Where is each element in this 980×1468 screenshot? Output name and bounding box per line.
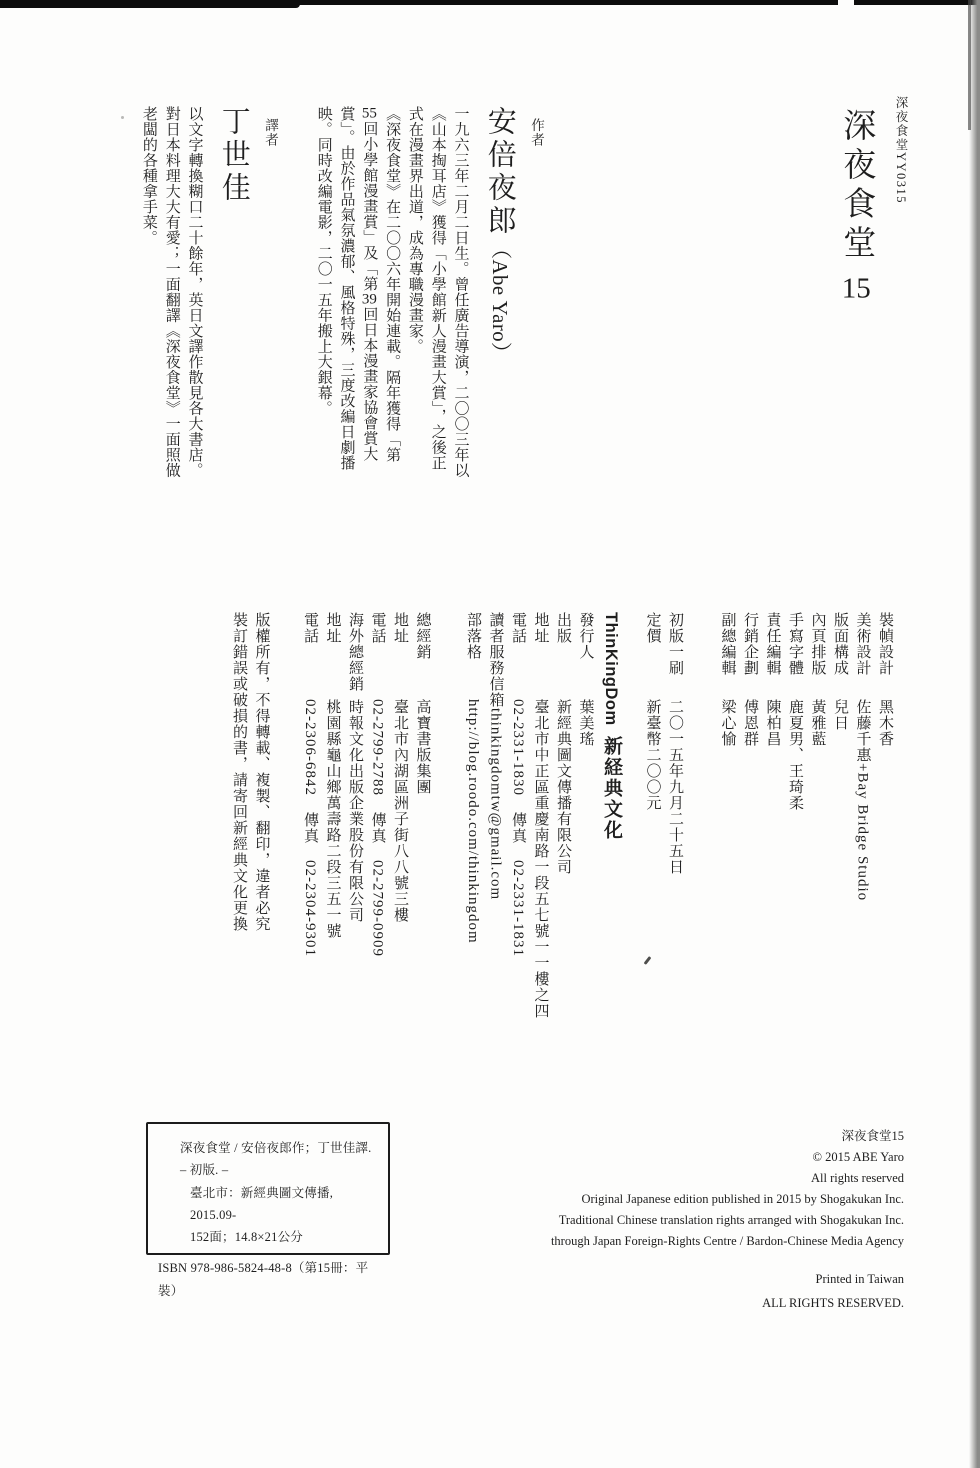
author-bio-line: 映。同時改編電影，二〇一五年搬上大銀幕。 — [315, 106, 332, 416]
credit-value: 鹿夏男、王琦柔 — [787, 699, 803, 811]
credit-value: 兒日 — [832, 699, 848, 731]
publisher-label: 地址 — [532, 612, 549, 644]
cip-line: 152面；14.8×21公分 — [190, 1230, 303, 1244]
credit-value: 梁心愉 — [719, 699, 736, 747]
credit-value: 黑木香 — [877, 699, 893, 747]
distribution-value: 02-2306-6842 傳真 02-2304-9301 — [302, 699, 318, 957]
credit-row — [829, 612, 852, 1048]
translator-name: 丁世佳 — [217, 106, 250, 205]
copyright-title: 深夜食堂15 — [841, 1129, 904, 1143]
staff-credits-group — [716, 612, 896, 1048]
credit-label: 內頁排版 — [809, 612, 826, 676]
distribution-label: 地址 — [392, 612, 408, 644]
credits-block — [228, 612, 897, 1048]
award-number: 55 — [361, 106, 377, 121]
publisher-label: 讀者服務信箱 — [487, 612, 504, 708]
cip-line: 深夜食堂 / 安倍夜郎作；丁世佳譯. – 初版. – — [180, 1141, 372, 1178]
copyright-block — [551, 1126, 904, 1316]
copyright-line: Traditional Chinese translation rights arranged with Shogakukan Inc. — [558, 1213, 904, 1227]
distribution-value: 臺北市內湖區洲子街八八號三樓 — [392, 699, 408, 923]
edition-label: 初版一刷 — [667, 612, 683, 676]
publisher-value: 葉美瑤 — [577, 699, 594, 747]
scan-edge-top-left — [0, 0, 300, 8]
author-bio-text: 回日本漫畫家協會賞大 — [361, 306, 378, 462]
publisher-value: 02-2331-1830 傳真 02-2331-1831 — [510, 699, 526, 957]
author-bio-line: 式在漫畫界出道，成為專職漫畫家。 — [406, 106, 423, 354]
distribution-label: 總經銷 — [414, 612, 431, 660]
author-name-cjk: 安倍夜郎 — [483, 106, 516, 238]
distribution-row — [321, 612, 344, 1048]
distribution-value: 時報文化出版企業股份有限公司 — [347, 699, 363, 923]
author-bio-line — [358, 106, 381, 506]
distribution-value: 高寶書版集團 — [414, 699, 431, 795]
publisher-row — [529, 612, 552, 1048]
translator-label: 譯者 — [263, 118, 278, 147]
credit-value: 陳柏昌 — [764, 699, 781, 747]
copyright-notice: 版權所有，不得轉載、複製、翻印，違者必究 — [253, 612, 270, 932]
isbn-line: ISBN 978-986-5824-48-8（第15冊：平裝） — [158, 1261, 369, 1298]
edition-row — [664, 612, 687, 1048]
publisher-row — [552, 612, 575, 1048]
translator-bio-line: 以文字轉換糊口二十餘年，英日文譯作散見各大書店。 — [186, 106, 203, 478]
edition-group — [641, 612, 686, 1048]
credit-row — [716, 612, 739, 1048]
credit-value: 佐藤千惠+Bay Bridge Studio — [854, 699, 871, 902]
price-row — [641, 612, 664, 1048]
translator-bio-line: 老闆的各種拿手菜。 — [140, 106, 157, 246]
credit-label: 副總編輯 — [719, 612, 736, 676]
credit-row — [739, 612, 762, 1048]
credit-label: 裝幀設計 — [877, 612, 893, 676]
copyright-line: All rights reserved — [810, 1171, 904, 1185]
publisher-label: 部落格 — [465, 612, 481, 660]
publisher-logo-cjk: 新経典文化 — [601, 735, 622, 841]
printed-block — [551, 1267, 904, 1316]
author-bio-line: 《山本掏耳店》獲得「小學館新人漫畫大賞」，之後正 — [429, 106, 446, 471]
author-name-latin: （Abe Yaro） — [487, 238, 512, 364]
author-bio-text: 回小學館漫畫賞」及「第 — [361, 121, 378, 292]
distribution-label: 海外總經銷 — [347, 612, 363, 692]
distribution-row — [344, 612, 367, 1048]
distribution-row — [299, 612, 322, 1048]
notice-group — [228, 612, 273, 1048]
author-bio-line: 一九六三年二月二日生。曾任廣告導演，二〇〇三年以 — [452, 106, 469, 478]
cip-line: 臺北市：新經典圖文傳播, 2015.09- — [190, 1185, 334, 1222]
distribution-label: 電話 — [369, 612, 386, 644]
distribution-value: 桃園縣龜山鄉萬壽路二段三五一號 — [324, 699, 341, 939]
credit-row — [874, 612, 897, 1048]
copyright-line: through Japan Foreign-Rights Centre / Bardon-Chinese Media Agency — [550, 1234, 904, 1248]
publisher-label: 出版 — [555, 612, 571, 644]
credit-value: 傅恩群 — [742, 699, 758, 747]
award-number: 39 — [361, 291, 377, 307]
copyright-line: © 2015 ABE Yaro — [812, 1150, 904, 1164]
book-code: 深夜食堂YY0315 — [894, 96, 908, 205]
credit-row — [784, 612, 807, 1048]
price-label: 定價 — [644, 612, 661, 644]
credit-label: 責任編輯 — [764, 612, 781, 676]
all-rights-reserved: ALL RIGHTS RESERVED. — [762, 1296, 904, 1311]
credit-label: 版面構成 — [832, 612, 848, 676]
publisher-row — [574, 612, 597, 1048]
book-title-text: 深夜食堂 — [838, 108, 875, 264]
title-block — [836, 96, 910, 516]
credit-row — [851, 612, 874, 1048]
author-bio-line: 《深夜食堂》在二〇〇六年開始連載。隔年獲得「第 — [384, 106, 401, 463]
binding-notice: 裝訂錯誤或破損的書，請寄回新經典文化更換 — [231, 612, 247, 932]
price-value: 新臺幣二〇〇元 — [644, 699, 661, 811]
credit-row — [761, 612, 784, 1048]
distribution-value: 02-2799-2788 傳真 02-2799-0909 — [369, 699, 386, 957]
publisher-blog-url: http://blog.roodo.com/thinkingdom — [465, 699, 481, 944]
scan-edge-notch — [838, 0, 854, 6]
distribution-group — [299, 612, 434, 1048]
book-title — [836, 96, 876, 516]
credit-value: 黃雅藍 — [809, 699, 826, 747]
publisher-row — [484, 612, 507, 1048]
credit-row — [806, 612, 829, 1048]
credit-label: 行銷企劃 — [742, 612, 758, 676]
publisher-row — [507, 612, 530, 1048]
author-label: 作者 — [529, 118, 544, 147]
publisher-group — [462, 612, 626, 1048]
publisher-value: 臺北市中正區重慶南路一段五七號一一樓之四 — [532, 699, 549, 1019]
translator-bio-line: 對日本料理大大有愛；一面翻譯《深夜食堂》一面照做 — [163, 106, 180, 478]
scan-speck — [121, 116, 124, 119]
publisher-logo — [597, 612, 626, 1048]
publisher-row — [462, 612, 485, 1048]
copyright-line: Original Japanese edition published in 2015 by Shogakukan Inc. — [581, 1192, 904, 1206]
publisher-value: 新經典圖文傳播有限公司 — [555, 699, 571, 875]
publisher-email: thinkingdomtw@gmail.com — [487, 708, 504, 901]
distribution-label: 電話 — [302, 612, 318, 644]
publisher-logo-latin: ThinKingDom — [602, 612, 620, 726]
author-block — [312, 106, 546, 506]
distribution-row — [389, 612, 412, 1048]
scan-edge-right — [969, 0, 980, 1468]
distribution-label: 地址 — [324, 612, 341, 644]
edition-value: 二〇一五年九月二十五日 — [667, 699, 683, 875]
credit-label: 美術設計 — [854, 612, 871, 676]
cip-box — [146, 1122, 390, 1298]
distribution-row — [366, 612, 389, 1048]
scan-edge-right-top — [968, 0, 971, 130]
printed-in-taiwan: Printed in Taiwan — [815, 1272, 904, 1286]
author-bio-line: 賞」。由於作品氣氛濃郁、風格特殊，三度改編日劇播 — [338, 106, 355, 471]
author-name — [482, 106, 518, 506]
publisher-label: 電話 — [510, 612, 526, 644]
translator-block — [137, 106, 280, 506]
publisher-label: 發行人 — [577, 612, 594, 660]
book-volume: 15 — [841, 274, 871, 303]
distribution-row — [411, 612, 434, 1048]
credit-label: 手寫字體 — [787, 612, 803, 676]
